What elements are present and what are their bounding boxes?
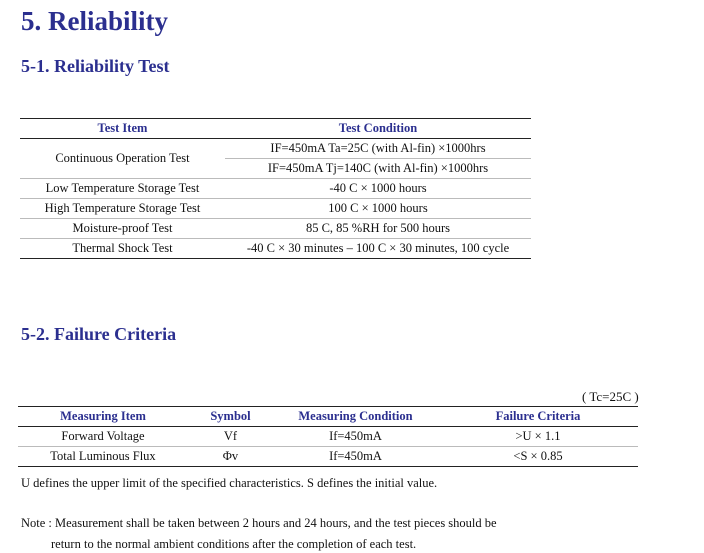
header-symbol: Symbol xyxy=(210,409,251,423)
measuring-item-cell: Total Luminous Flux xyxy=(18,447,188,467)
test-condition-cell: -40 C × 1000 hours xyxy=(225,179,531,199)
test-condition-cell: -40 C × 30 minutes – 100 C × 30 minutes, 100 cycle xyxy=(225,239,531,259)
table-row xyxy=(20,239,531,259)
symbol-cell: Vf xyxy=(223,429,238,443)
table-row xyxy=(20,219,531,239)
table-row xyxy=(20,179,531,199)
section-title: 5. Reliability xyxy=(21,6,168,36)
test-item-cell: Continuous Operation Test xyxy=(55,151,190,165)
failure-criteria-table xyxy=(18,406,638,467)
subsection-title-reliability-test: 5-1. Reliability Test xyxy=(21,56,170,76)
definition-text: U defines the upper limit of the specified characteristics. S defines the initial value. xyxy=(21,476,438,490)
test-condition-cell: IF=450mA Tj=140C (with Al-fin) ×1000hrs xyxy=(225,159,531,179)
failure-criteria-cell: <S × 0.85 xyxy=(438,447,638,467)
table-row xyxy=(20,199,531,219)
test-item-cell: Moisture-proof Test xyxy=(20,219,225,239)
table-header-row xyxy=(20,119,531,139)
table-row xyxy=(20,139,531,159)
failure-criteria-cell: >U × 1.1 xyxy=(515,429,561,443)
table-row xyxy=(18,447,638,467)
measuring-condition-cell: If=450mA xyxy=(273,447,438,467)
subsection-title-failure-criteria: 5-2. Failure Criteria xyxy=(21,324,177,344)
tc-condition-note: ( Tc=25C ) xyxy=(582,389,639,404)
note-text-line-2: return to the normal ambient conditions after the completion of each test. xyxy=(51,537,417,551)
header-test-item: Test Item xyxy=(97,121,148,135)
table-row xyxy=(18,427,638,447)
header-measuring-condition: Measuring Condition xyxy=(298,409,413,423)
note-text-line-1: Note : Measurement shall be taken between 2 hours and 24 hours, and the test pieces should be xyxy=(21,516,497,530)
test-item-cell: Low Temperature Storage Test xyxy=(20,179,225,199)
table-header-row xyxy=(18,407,638,427)
header-test-condition: Test Condition xyxy=(338,121,418,135)
measuring-item-cell: Forward Voltage xyxy=(61,429,145,443)
measuring-condition-cell: If=450mA xyxy=(329,429,382,443)
header-measuring-item: Measuring Item xyxy=(60,409,146,423)
test-item-cell: Thermal Shock Test xyxy=(20,239,225,259)
test-condition-cell: 100 C × 1000 hours xyxy=(225,199,531,219)
symbol-cell: Φv xyxy=(188,447,273,467)
test-condition-cell: IF=450mA Ta=25C (with Al-fin) ×1000hrs xyxy=(270,141,486,155)
test-item-cell: High Temperature Storage Test xyxy=(20,199,225,219)
header-failure-criteria: Failure Criteria xyxy=(495,409,581,423)
reliability-test-table xyxy=(20,118,531,259)
test-condition-cell: 85 C, 85 %RH for 500 hours xyxy=(225,219,531,239)
